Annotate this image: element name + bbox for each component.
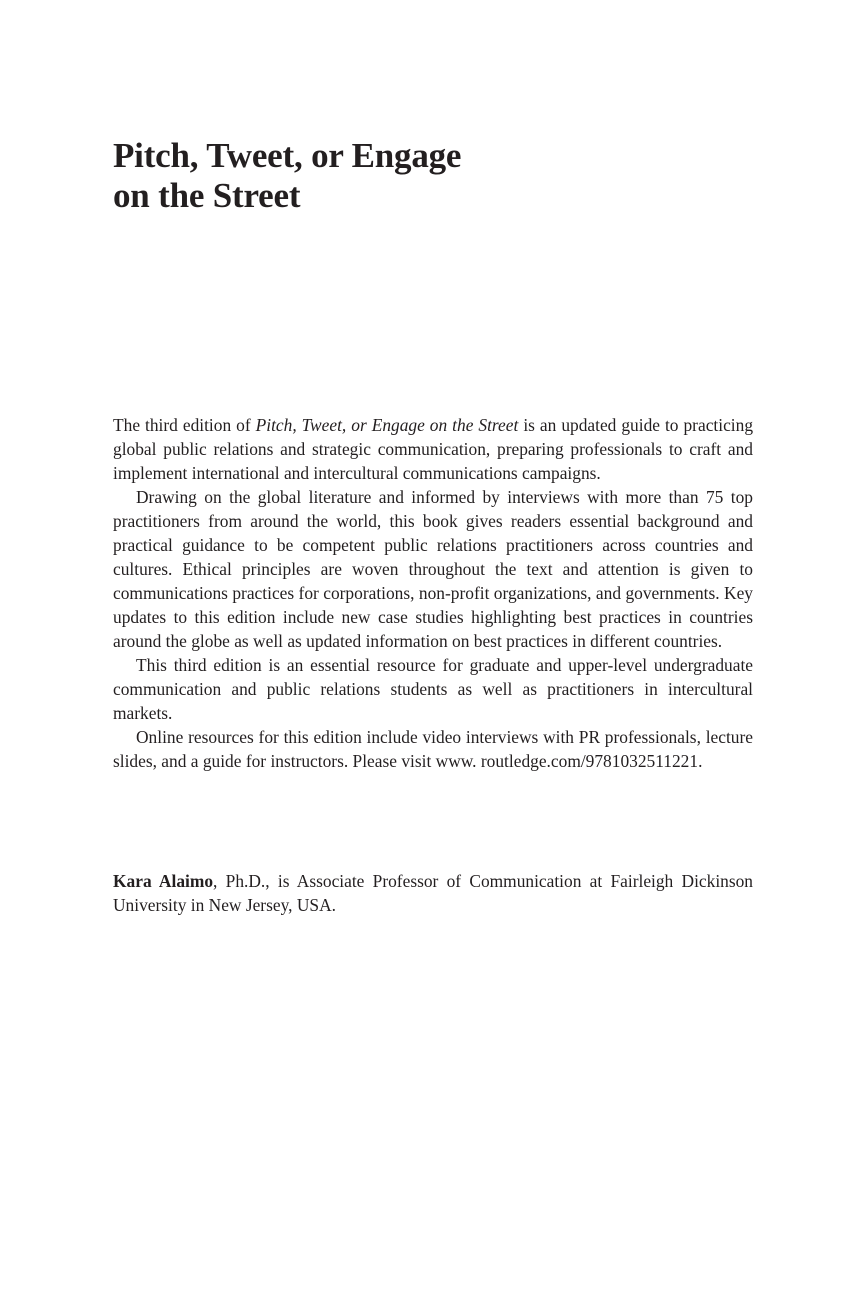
book-title-line-2: on the Street xyxy=(113,176,301,215)
description-paragraph-3: This third edition is an essential resource for graduate and upper-level undergraduate communication and public relations students as well as practitioners in intercultural markets. xyxy=(113,655,753,723)
description-paragraph-2: Drawing on the global literature and informed by interviews with more than 75 top practitioners from around the world, this book gives readers essential background and practical guidance to be competent public relations practitioners across countries and cultures. Ethical principles are woven throughout the text and attention is given to communications practices for corporations, non-profit organizations, and governments. Key updates to this edition include new case studies highlighting best practices in countries around the globe as well as updated information on best practices in different countries. xyxy=(113,487,753,651)
author-bio-text: , Ph.D., is Associate Professor of Communication at Fairleigh Dickinson University in New Jersey, USA. xyxy=(113,871,754,915)
description-paragraph-4: Online resources for this edition include video interviews with PR professionals, lecture slides, and a guide for instructors. Please visit www. routledge.com/9781032511221. xyxy=(113,727,753,771)
description-intro-text: The third edition of xyxy=(113,415,256,435)
book-title-line-1: Pitch, Tweet, or Engage xyxy=(113,136,462,175)
description-book-title: Pitch, Tweet, or Engage on the Street xyxy=(255,415,519,435)
description-paragraph-1 xyxy=(113,413,753,485)
book-description xyxy=(113,413,753,773)
book-title xyxy=(113,136,753,216)
author-name: Kara Alaimo xyxy=(113,871,214,891)
description-intro-rest: is an updated guide to practicing global public relations and strategic communication, preparing professionals to craft and implement international and intercultural communications campaigns. xyxy=(113,415,754,483)
author-bio xyxy=(113,869,753,917)
